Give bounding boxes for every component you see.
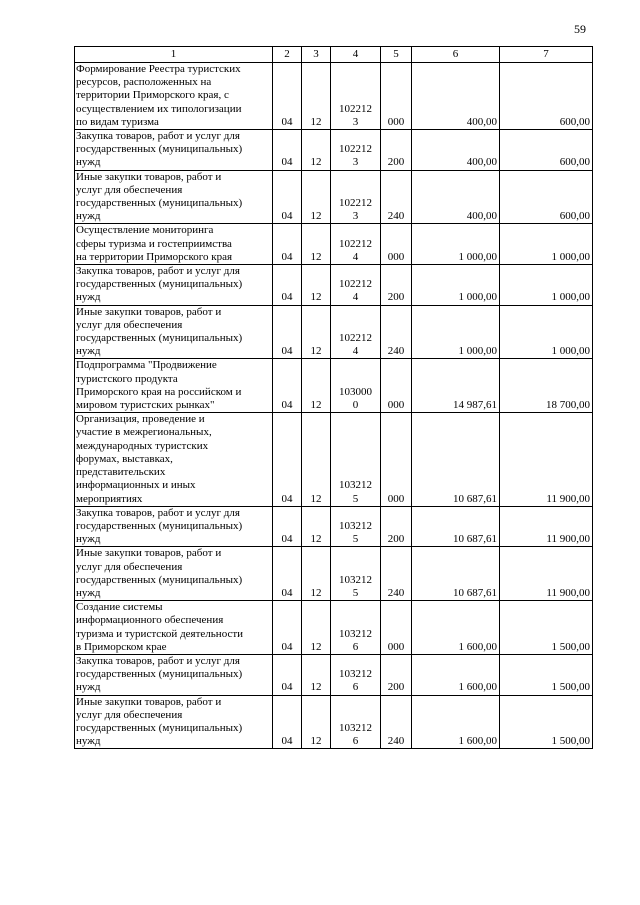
subsection-code: 12 — [302, 601, 331, 655]
amount-year-2: 1 000,00 — [500, 305, 593, 359]
subsection-code: 12 — [302, 506, 331, 547]
target-article-code: 102212 3 — [331, 63, 381, 130]
expense-type-code: 000 — [381, 359, 412, 413]
expense-type-code: 000 — [381, 63, 412, 130]
section-code: 04 — [273, 547, 302, 601]
section-code: 04 — [273, 601, 302, 655]
amount-year-1: 10 687,61 — [412, 413, 500, 506]
subsection-code: 12 — [302, 130, 331, 171]
subsection-code: 12 — [302, 170, 331, 224]
row-name: Создание системы информационного обеспечения туризма и туристской деятельности в Приморском крае — [75, 601, 273, 655]
target-article-code: 103212 6 — [331, 654, 381, 695]
target-article-code: 102212 3 — [331, 130, 381, 171]
row-name: Формирование Реестра туристских ресурсов, расположенных на территории Приморского края, с осуществлением их типологизации по видам туризма — [75, 63, 273, 130]
amount-year-2: 1 500,00 — [500, 601, 593, 655]
table-row — [75, 170, 593, 224]
amount-year-2: 600,00 — [500, 63, 593, 130]
row-name: Организация, проведение и участие в межрегиональных, международных туристских форумах, выставках, представительских информационных и иных мероприятиях — [75, 413, 273, 506]
expense-type-code: 000 — [381, 601, 412, 655]
subsection-code: 12 — [302, 695, 331, 749]
page-number: 59 — [574, 22, 586, 36]
column-header-4: 4 — [331, 47, 381, 63]
amount-year-2: 1 500,00 — [500, 695, 593, 749]
expense-type-code: 200 — [381, 130, 412, 171]
expense-type-code: 240 — [381, 695, 412, 749]
section-code: 04 — [273, 63, 302, 130]
table-row — [75, 63, 593, 130]
expense-type-code: 200 — [381, 265, 412, 306]
amount-year-1: 1 000,00 — [412, 305, 500, 359]
table-row — [75, 654, 593, 695]
table-row — [75, 359, 593, 413]
amount-year-2: 600,00 — [500, 170, 593, 224]
table-body — [75, 63, 593, 749]
subsection-code: 12 — [302, 265, 331, 306]
section-code: 04 — [273, 654, 302, 695]
expense-type-code: 200 — [381, 506, 412, 547]
section-code: 04 — [273, 359, 302, 413]
section-code: 04 — [273, 506, 302, 547]
table-row — [75, 265, 593, 306]
subsection-code: 12 — [302, 654, 331, 695]
target-article-code: 103212 5 — [331, 506, 381, 547]
amount-year-2: 18 700,00 — [500, 359, 593, 413]
section-code: 04 — [273, 413, 302, 506]
table-row — [75, 601, 593, 655]
amount-year-1: 1 000,00 — [412, 265, 500, 306]
subsection-code: 12 — [302, 359, 331, 413]
expense-type-code: 200 — [381, 654, 412, 695]
amount-year-1: 400,00 — [412, 63, 500, 130]
column-header-3: 3 — [302, 47, 331, 63]
expense-type-code: 000 — [381, 413, 412, 506]
section-code: 04 — [273, 130, 302, 171]
target-article-code: 102212 4 — [331, 305, 381, 359]
subsection-code: 12 — [302, 63, 331, 130]
target-article-code: 103212 5 — [331, 413, 381, 506]
table-row — [75, 413, 593, 506]
column-header-7: 7 — [500, 47, 593, 63]
amount-year-1: 400,00 — [412, 130, 500, 171]
column-header-5: 5 — [381, 47, 412, 63]
amount-year-2: 11 900,00 — [500, 413, 593, 506]
column-header-1: 1 — [75, 47, 273, 63]
amount-year-1: 1 600,00 — [412, 654, 500, 695]
target-article-code: 103000 0 — [331, 359, 381, 413]
amount-year-1: 10 687,61 — [412, 547, 500, 601]
amount-year-2: 11 900,00 — [500, 547, 593, 601]
row-name: Закупка товаров, работ и услуг для государственных (муниципальных) нужд — [75, 506, 273, 547]
row-name: Иные закупки товаров, работ и услуг для обеспечения государственных (муниципальных) нужд — [75, 547, 273, 601]
amount-year-1: 10 687,61 — [412, 506, 500, 547]
target-article-code: 102212 3 — [331, 170, 381, 224]
target-article-code: 103212 5 — [331, 547, 381, 601]
row-name: Осуществление мониторинга сферы туризма и гостеприимства на территории Приморского края — [75, 224, 273, 265]
amount-year-1: 14 987,61 — [412, 359, 500, 413]
section-code: 04 — [273, 265, 302, 306]
row-name: Иные закупки товаров, работ и услуг для обеспечения государственных (муниципальных) нужд — [75, 305, 273, 359]
row-name: Подпрограмма "Продвижение туристского продукта Приморского края на российском и мировом туристских рынках" — [75, 359, 273, 413]
amount-year-2: 1 500,00 — [500, 654, 593, 695]
row-name: Закупка товаров, работ и услуг для государственных (муниципальных) нужд — [75, 130, 273, 171]
table-row — [75, 547, 593, 601]
header-row — [75, 47, 593, 63]
section-code: 04 — [273, 305, 302, 359]
subsection-code: 12 — [302, 413, 331, 506]
table-row — [75, 130, 593, 171]
section-code: 04 — [273, 695, 302, 749]
amount-year-1: 1 000,00 — [412, 224, 500, 265]
amount-year-2: 1 000,00 — [500, 265, 593, 306]
table-row — [75, 305, 593, 359]
expense-type-code: 240 — [381, 305, 412, 359]
target-article-code: 102212 4 — [331, 224, 381, 265]
row-name: Закупка товаров, работ и услуг для государственных (муниципальных) нужд — [75, 654, 273, 695]
row-name: Иные закупки товаров, работ и услуг для обеспечения государственных (муниципальных) нужд — [75, 695, 273, 749]
subsection-code: 12 — [302, 547, 331, 601]
table-row — [75, 224, 593, 265]
section-code: 04 — [273, 170, 302, 224]
row-name: Иные закупки товаров, работ и услуг для обеспечения государственных (муниципальных) нужд — [75, 170, 273, 224]
expense-type-code: 240 — [381, 170, 412, 224]
amount-year-2: 11 900,00 — [500, 506, 593, 547]
table-row — [75, 506, 593, 547]
expense-type-code: 000 — [381, 224, 412, 265]
row-name: Закупка товаров, работ и услуг для государственных (муниципальных) нужд — [75, 265, 273, 306]
amount-year-1: 1 600,00 — [412, 695, 500, 749]
table-row — [75, 695, 593, 749]
amount-year-1: 1 600,00 — [412, 601, 500, 655]
amount-year-2: 1 000,00 — [500, 224, 593, 265]
column-header-6: 6 — [412, 47, 500, 63]
column-header-2: 2 — [273, 47, 302, 63]
amount-year-1: 400,00 — [412, 170, 500, 224]
target-article-code: 102212 4 — [331, 265, 381, 306]
target-article-code: 103212 6 — [331, 695, 381, 749]
subsection-code: 12 — [302, 305, 331, 359]
expense-type-code: 240 — [381, 547, 412, 601]
subsection-code: 12 — [302, 224, 331, 265]
amount-year-2: 600,00 — [500, 130, 593, 171]
section-code: 04 — [273, 224, 302, 265]
target-article-code: 103212 6 — [331, 601, 381, 655]
budget-table — [74, 46, 593, 749]
